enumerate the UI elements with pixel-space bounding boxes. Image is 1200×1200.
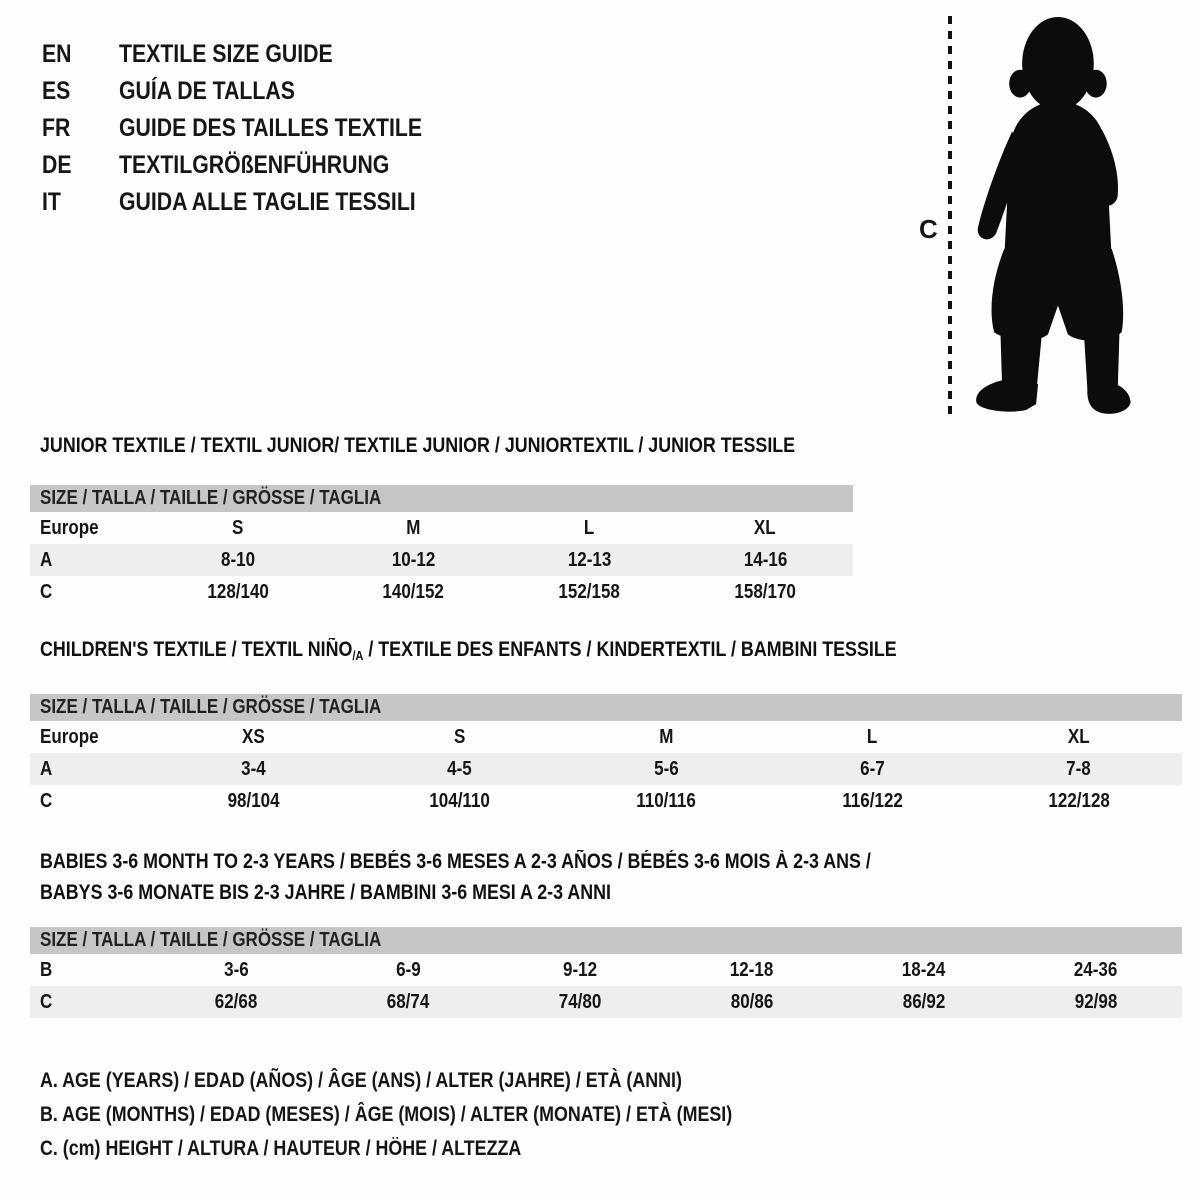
- babies-size-table: [30, 954, 1182, 1018]
- childrens-textile-section: [30, 638, 1182, 817]
- table-cell: 140/152: [382, 580, 445, 603]
- language-code: DE: [42, 151, 72, 179]
- language-row: [42, 110, 476, 147]
- table-cell: 14-16: [743, 548, 787, 571]
- table-cell: 6-9: [395, 958, 421, 981]
- table-cell: L: [867, 725, 878, 748]
- row-label: Europe: [40, 516, 99, 539]
- junior-textile-section: [30, 434, 853, 608]
- language-row: [42, 36, 476, 73]
- table-cell: 158/170: [734, 580, 796, 603]
- table-cell: 62/68: [214, 990, 258, 1013]
- row-label: C: [40, 990, 53, 1013]
- table-cell: 3-6: [223, 958, 249, 981]
- row-label: C: [40, 580, 53, 603]
- footnote-line-b: B. AGE (MONTHS) / EDAD (MESES) / ÂGE (MOIS) / ALTER (MONATE) / ETÀ (MESI): [40, 1103, 733, 1126]
- table-cell: 10-12: [391, 548, 436, 571]
- language-guide-label: TEXTILGRÖßENFÜHRUNG: [119, 151, 390, 179]
- childrens-section-title: CHILDREN'S TEXTILE / TEXTIL $NIÑO_{/A}$ / TEXTILE DES ENFANTS / KINDERTEXTIL / BAMBINI TESSILE: [40, 638, 897, 663]
- table-row: [30, 954, 1182, 986]
- table-row: [30, 512, 853, 544]
- language-code: ES: [42, 77, 71, 105]
- table-cell: 116/122: [842, 789, 903, 812]
- footnote-line-a: A. AGE (YEARS) / EDAD (AÑOS) / ÂGE (ANS) / ALTER (JAHRE) / ETÀ (ANNI): [40, 1069, 682, 1092]
- table-cell: 122/128: [1048, 789, 1110, 812]
- table-cell: M: [658, 725, 674, 748]
- table-row: [30, 576, 853, 608]
- footnote-line-c: C. (cm) HEIGHT / ALTURA / HAUTEUR / HÖHE / ALTEZZA: [40, 1137, 522, 1160]
- height-dashed-line: [948, 16, 952, 414]
- child-silhouette-figure: [905, 10, 1185, 422]
- table-cell: 128/140: [207, 580, 269, 603]
- language-guide-label: GUIDA ALLE TAGLIE TESSILI: [119, 188, 416, 216]
- table-cell: M: [406, 516, 421, 539]
- size-header-bar: SIZE / TALLA / TAILLE / GRÖSSE / TAGLIA: [30, 485, 853, 512]
- table-cell: 18-24: [902, 958, 946, 981]
- toddler-silhouette-icon: [963, 12, 1135, 420]
- language-code: EN: [42, 40, 72, 68]
- height-measure-label: C: [919, 214, 938, 244]
- row-label: B: [40, 958, 53, 981]
- table-cell: S: [232, 516, 244, 539]
- table-cell: XL: [754, 516, 776, 539]
- table-cell: L: [584, 516, 595, 539]
- table-cell: 152/158: [558, 580, 621, 603]
- babies-section-title: BABIES 3-6 MONTH TO 2-3 YEARS / BEBÉS 3-6 MESES A 2-3 AÑOS / BÉBÉS 3-6 MOIS À 2-3 ANS /: [40, 850, 871, 873]
- language-row: [42, 184, 476, 221]
- table-cell: 68/74: [386, 990, 430, 1013]
- table-cell: XL: [1067, 725, 1090, 748]
- language-code: FR: [42, 114, 71, 142]
- language-guide-label: GUÍA DE TALLAS: [119, 77, 295, 105]
- language-list: [42, 36, 476, 221]
- row-label: Europe: [40, 725, 99, 748]
- language-code: IT: [42, 188, 61, 216]
- table-cell: 12-18: [730, 958, 774, 981]
- table-cell: 74/80: [558, 990, 602, 1013]
- language-guide-label: GUIDE DES TAILLES TEXTILE: [119, 114, 423, 142]
- language-row: [42, 73, 476, 110]
- table-cell: 4-5: [447, 757, 472, 780]
- row-label: C: [40, 789, 53, 812]
- table-cell: 86/92: [902, 990, 946, 1013]
- junior-section-title: JUNIOR TEXTILE / TEXTIL JUNIOR/ TEXTILE JUNIOR / JUNIORTEXTIL / JUNIOR TESSILE: [40, 434, 796, 457]
- table-cell: 104/110: [429, 789, 490, 812]
- table-cell: 5-6: [653, 757, 679, 780]
- table-row: [30, 753, 1182, 785]
- table-cell: 110/116: [636, 789, 696, 812]
- babies-textile-section: [30, 846, 1182, 1018]
- table-cell: 80/86: [730, 990, 774, 1013]
- table-cell: 6-7: [860, 757, 885, 780]
- table-row: [30, 785, 1182, 817]
- table-row: [30, 544, 853, 576]
- table-row: [30, 721, 1182, 753]
- language-guide-label: TEXTILE SIZE GUIDE: [119, 40, 333, 68]
- table-cell: 8-10: [220, 548, 255, 571]
- size-header-bar: SIZE / TALLA / TAILLE / GRÖSSE / TAGLIA: [30, 927, 1182, 954]
- childrens-size-table: [30, 721, 1182, 817]
- table-cell: 12-13: [567, 548, 612, 571]
- table-cell: 92/98: [1074, 990, 1118, 1013]
- table-cell: 3-4: [240, 757, 266, 780]
- table-cell: S: [453, 725, 466, 748]
- table-cell: 9-12: [562, 958, 598, 981]
- row-label: A: [40, 757, 53, 780]
- row-label: A: [40, 548, 53, 571]
- table-cell: XS: [241, 725, 265, 748]
- table-row: [30, 986, 1182, 1018]
- junior-size-table: [30, 512, 853, 608]
- table-cell: 24-36: [1074, 958, 1118, 981]
- footnotes: [40, 1064, 854, 1166]
- table-cell: 7-8: [1066, 757, 1092, 780]
- language-row: [42, 147, 476, 184]
- babies-section-title-line2: BABYS 3-6 MONATE BIS 2-3 JAHRE / BAMBINI 3-6 MESI A 2-3 ANNI: [40, 881, 611, 904]
- table-cell: 98/104: [227, 789, 280, 812]
- size-header-bar: SIZE / TALLA / TAILLE / GRÖSSE / TAGLIA: [30, 694, 1182, 721]
